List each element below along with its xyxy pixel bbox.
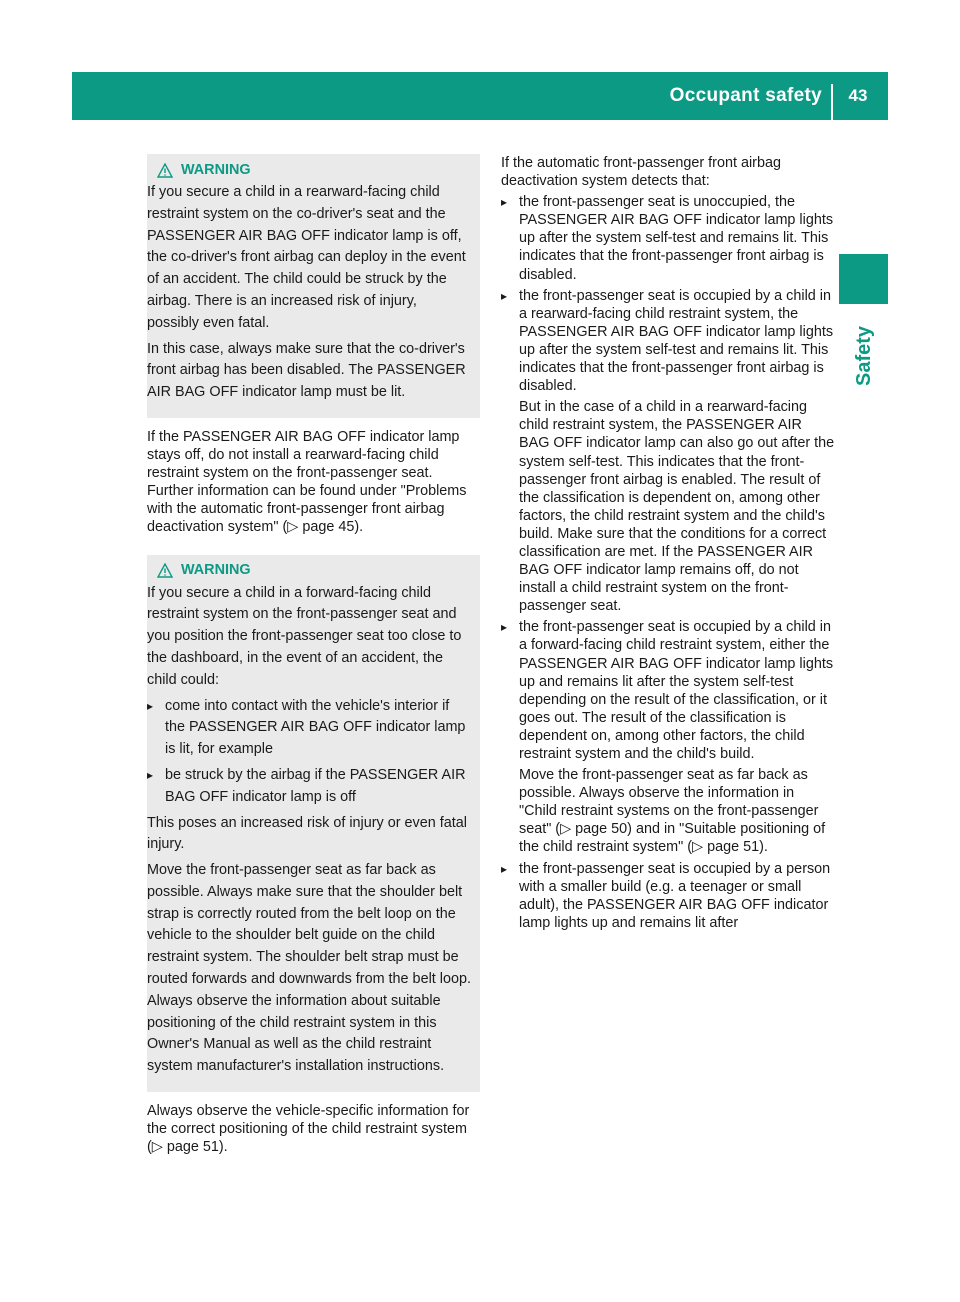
left-column — [147, 154, 481, 1156]
list-item — [501, 193, 835, 283]
warning-bullet: ▸ come into contact with the vehicle's interior if the PASSENGER AIR BAG OFF indicator lamp is lit, for example — [147, 696, 472, 761]
warning-text: If you secure a child in a forward-facing child restraint system on the front-passenger seat and you position the front-passenger seat too close to the dashboard, in the event of an accident, the child could: — [147, 584, 462, 688]
warning-text: This poses an increased risk of injury or even fatal injury. — [147, 814, 467, 853]
warning-heading-1 — [147, 158, 472, 182]
side-tab-label: Safety — [853, 325, 875, 386]
list-item — [501, 287, 835, 616]
body-paragraph: If the PASSENGER AIR BAG OFF indicator lamp stays off, do not install a rearward-facing child restraint system on the front-passenger seat. Further information can be found under "Problems with the automatic front-passenger front airbag deactivation system" (▷ page 45). — [147, 428, 467, 536]
warning-text: If you secure a child in a rearward-facing child restraint system on the co-driver's seat and the PASSENGER AIR BAG OFF indicator lamp is off, the co-driver's front airbag can deploy in the event of an accident. The child could be struck by the airbag. There is an increased risk of injury, possibly even fatal. — [147, 184, 466, 331]
warning-triangle-icon — [157, 163, 173, 178]
section-title: Occupant safety — [669, 85, 822, 106]
header-divider — [831, 84, 833, 120]
body-paragraph: If the automatic front-passenger front airbag deactivation system detects that: — [501, 155, 781, 190]
list-item-text: ▸ the front-passenger seat is occupied by a person with a smaller build (e.g. a teenager or small adult), the PASSENGER AIR BAG OFF indicator lamp lights up and remains lit after — [519, 860, 831, 931]
list-item — [501, 860, 835, 932]
warning-triangle-icon — [157, 563, 173, 578]
warning-box-2 — [147, 555, 480, 1093]
warning-bullet: ▸ be struck by the airbag if the PASSENGER AIR BAG OFF indicator lamp is off — [147, 765, 472, 809]
list-item-text: Move the front-passenger seat as far back as possible. Always observe the information in "Child restraint systems on the front-passenger seat" (▷ page 50) and in "Suitable positioning of the child restraint system" (▷ page 51). — [519, 767, 826, 856]
list-item-text: ▸ the front-passenger seat is occupied by a child in a forward-facing child restraint system, either the PASSENGER AIR BAG OFF indicator lamp lights up and remains lit after the system self-test depending on the result of the classification, or it goes out. The result of the classification is dependent on, among other factors, the child restraint system and the child's build. — [519, 619, 834, 762]
list-item — [501, 618, 835, 856]
page-number: 43 — [848, 86, 868, 105]
warning-heading-2 — [147, 559, 472, 583]
side-tab-marker — [839, 254, 888, 304]
warning-title: WARNING — [181, 161, 251, 178]
warning-box-1 — [147, 154, 480, 418]
list-item-text: ▸ the front-passenger seat is unoccupied, the PASSENGER AIR BAG OFF indicator lamp lights up after the system self-test and remains lit. This indicates that the front-passenger front airbag is disabled. — [519, 194, 834, 283]
warning-text: In this case, always make sure that the co-driver's front airbag has been disabled. The PASSENGER AIR BAG OFF indicator lamp must be lit. — [147, 340, 466, 401]
right-column — [501, 154, 835, 932]
body-paragraph: Always observe the vehicle-specific information for the correct positioning of the child restraint system (▷ page 51). — [147, 1103, 470, 1156]
header-bar — [72, 72, 888, 120]
warning-text: Move the front-passenger seat as far back as possible. Always make sure that the shoulder belt strap is correctly routed from the belt loop on the vehicle to the shoulder belt guide on the child restraint system. The shoulder belt strap must be routed forwards and downwards from the belt loop. Always observe the information about suitable positioning of the child restraint system in this Owner's Manual as well as the child restraint system manufacturer's installation instructions. — [147, 862, 471, 1075]
list-item-text: ▸ the front-passenger seat is occupied by a child in a rearward-facing child restraint system, the PASSENGER AIR BAG OFF indicator lamp lights up after the system self-test and remains lit. This indicates that the front-passenger front airbag is disabled. — [519, 287, 834, 395]
list-item-text: But in the case of a child in a rearward-facing child restraint system, the PASSENGER AIR BAG OFF indicator lamp can also go out after the system self-test. This indicates that the front-passenger front airbag is enabled. The result of the classification is dependent on, among other factors, the child restraint system and the child's build. Make sure that the conditions for a correct classification are met. If the PASSENGER AIR BAG OFF indicator lamp remains off, do not install a child restraint system on the front-passenger seat. — [519, 399, 835, 615]
warning-title: WARNING — [181, 562, 251, 579]
